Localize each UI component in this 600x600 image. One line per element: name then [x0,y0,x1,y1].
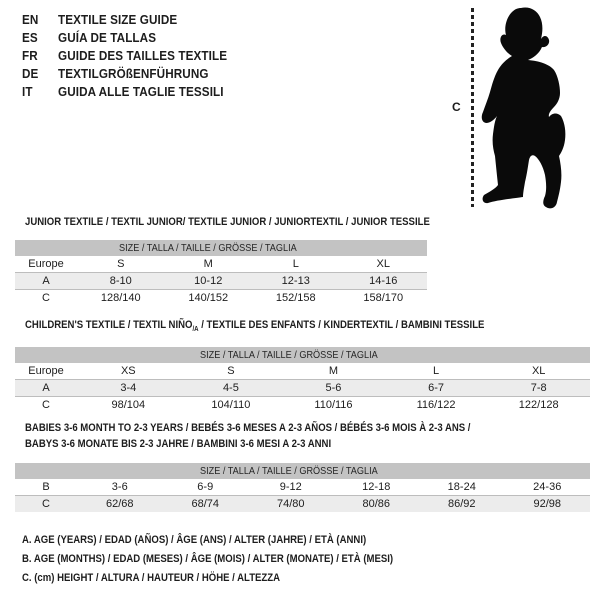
row-label: Europe [28,365,64,377]
cell: 98/104 [77,397,180,414]
table-row [15,479,590,496]
size-header-text: SIZE / TALLA / TAILLE / GRÖSSE / TAGLIA [200,465,379,477]
footnote-c [22,569,449,588]
height-measure-dashed-line [471,8,474,207]
size-header-row [15,463,590,479]
footnote-c-text: C. (cm) HEIGHT / ALTURA / HAUTEUR / HÖHE / ALTEZZA [22,572,281,584]
cell: 24-36 [533,481,562,493]
table-row [15,397,590,414]
lang-row-fr [22,46,227,64]
babies-section-title [25,422,537,450]
footnote-b-text: B. AGE (MONTHS) / EDAD (MESES) / ÂGE (MOIS) / ALTER (MONATE) / ETÀ (MESI) [22,553,394,565]
babies-title-line1: BABIES 3-6 MONTH TO 2-3 YEARS / BEBÉS 3-6 MESES A 2-3 AÑOS / BÉBÉS 3-6 MOIS À 2-3 ANS / [25,422,471,434]
lang-code: EN [22,11,39,27]
junior-section-title [25,216,490,228]
row-label: A [15,380,77,397]
cell: 12-18 [362,481,391,493]
cell: 10-12 [165,273,253,290]
junior-title-text: JUNIOR TEXTILE / TEXTIL JUNIOR/ TEXTILE JUNIOR / JUNIORTEXTIL / JUNIOR TESSILE [25,216,430,228]
cell: 158/170 [340,290,428,307]
size-header-cell [15,347,590,363]
lang-code: FR [22,47,38,63]
size-header-text: SIZE / TALLA / TAILLE / GRÖSSE / TAGLIA [118,242,297,254]
row-label: C [15,496,77,513]
cell: 5-6 [282,380,385,397]
size-header-row [15,347,590,363]
lang-row-it [22,82,227,100]
cell: XS [120,365,136,377]
cell: 6-7 [385,380,488,397]
cell: L [433,365,440,377]
lang-row-es [22,28,227,46]
junior-size-table [15,240,427,306]
table-row [15,256,427,273]
children-title-sub: /A [192,326,199,334]
row-label: C [15,397,77,414]
children-section-title [25,319,553,333]
cell: 8-10 [77,273,165,290]
table-row [15,363,590,380]
cell: 6-9 [197,481,214,493]
lang-title: GUIDE DES TAILLES TEXTILE [58,47,228,63]
cell: 4-5 [180,380,283,397]
cell: 68/74 [163,496,249,513]
cell: 152/158 [252,290,340,307]
babies-size-table [15,463,590,512]
size-header-row [15,240,427,256]
table-row [15,496,590,513]
lang-row-de [22,64,227,82]
size-header-cell [15,463,590,479]
children-title-text [25,319,484,333]
cell: L [292,258,299,270]
size-header-text: SIZE / TALLA / TAILLE / GRÖSSE / TAGLIA [200,349,379,361]
cell: 110/116 [282,397,385,414]
cell: 116/122 [385,397,488,414]
row-label: Europe [28,258,64,270]
cell: 18-24 [447,481,476,493]
size-header-cell [15,240,427,256]
lang-title: TEXTILGRÖßENFÜHRUNG [58,65,209,81]
cell: 80/86 [334,496,420,513]
cell: 12-13 [252,273,340,290]
lang-title: GUÍA DE TALLAS [58,29,157,45]
footnotes [22,531,449,588]
cell: 7-8 [487,380,590,397]
footnote-a-text: A. AGE (YEARS) / EDAD (AÑOS) / ÂGE (ANS) / ALTER (JAHRE) / ETÀ (ANNI) [22,534,367,546]
footnote-a [22,531,449,550]
table-row [15,273,427,290]
cell: S [227,365,235,377]
cell: 92/98 [505,496,591,513]
babies-title-line2: BABYS 3-6 MONATE BIS 2-3 JAHRE / BAMBINI 3-6 MESI A 2-3 ANNI [25,438,332,450]
height-measure-label: C [452,100,461,114]
language-title-block [22,10,227,100]
cell: M [203,258,213,270]
children-title-post: / TEXTILE DES ENFANTS / KINDERTEXTIL / BAMBINI TESSILE [198,319,485,331]
lang-title: TEXTILE SIZE GUIDE [58,11,178,27]
cell: 3-6 [111,481,128,493]
cell: XL [376,258,390,270]
table-row [15,290,427,307]
cell: 9-12 [279,481,302,493]
cell: 104/110 [180,397,283,414]
row-label: C [15,290,77,307]
cell: XL [531,365,546,377]
children-title-pre: CHILDREN'S TEXTILE / TEXTIL NIÑO [25,319,193,331]
row-label: B [42,481,50,493]
table-row [15,380,590,397]
lang-code: ES [22,29,38,45]
row-label: A [15,273,77,290]
baby-silhouette-icon [477,2,599,214]
cell: 122/128 [487,397,590,414]
cell: 86/92 [419,496,505,513]
cell: 128/140 [77,290,165,307]
lang-code: IT [22,83,33,99]
lang-row-en [22,10,227,28]
lang-title: GUIDA ALLE TAGLIE TESSILI [58,83,224,99]
cell: M [328,365,339,377]
footnote-b [22,550,449,569]
cell: 74/80 [248,496,334,513]
cell: S [117,258,125,270]
cell: 3-4 [77,380,180,397]
lang-code: DE [22,65,39,81]
cell: 14-16 [340,273,428,290]
cell: 62/68 [77,496,163,513]
cell: 140/152 [165,290,253,307]
children-size-table [15,347,590,413]
